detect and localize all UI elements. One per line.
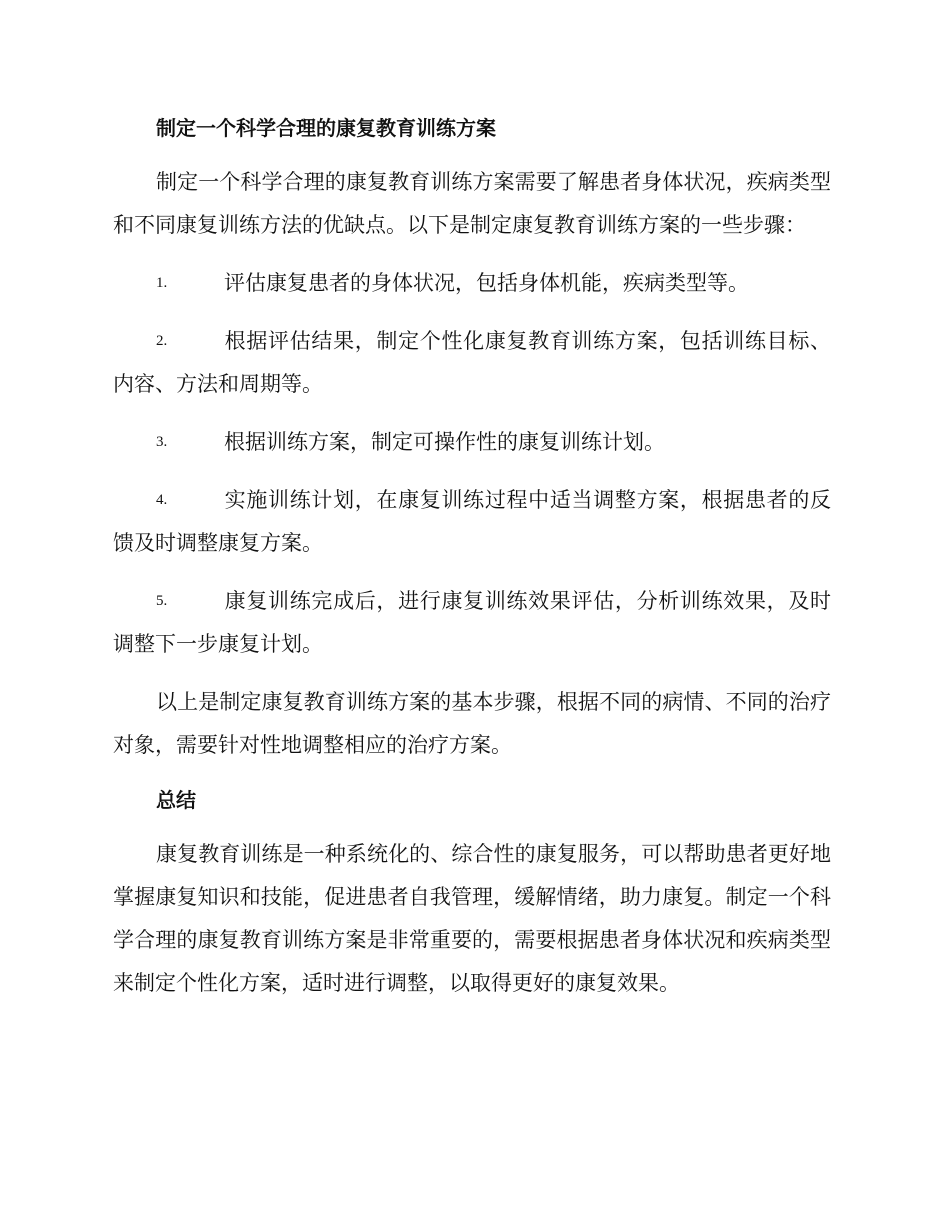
list-item <box>113 580 831 666</box>
list-item <box>113 479 831 565</box>
step-number: 4. <box>156 492 168 508</box>
step-number: 2. <box>156 333 168 349</box>
step-text: 实施训练计划，在康复训练过程中适当调整方案，根据患者的反馈及时调整康复方案。 <box>113 488 831 555</box>
summary-paragraph: 康复教育训练是一种系统化的、综合性的康复服务，可以帮助患者更好地掌握康复知识和技能，促进患者自我管理，缓解情绪，助力康复。制定一个科学合理的康复教育训练方案是非常重要的，需要根据患者身体状况和疾病类型来制定个性化方案，适时进行调整，以取得更好的康复效果。 <box>113 842 831 995</box>
intro-paragraph: 制定一个科学合理的康复教育训练方案需要了解患者身体状况，疾病类型和不同康复训练方法的优缺点。以下是制定康复教育训练方案的一些步骤： <box>113 170 831 237</box>
list-item <box>113 320 831 406</box>
document-title: 制定一个科学合理的康复教育训练方案 <box>156 116 496 140</box>
step-number: 3. <box>156 434 168 450</box>
step-text: 根据训练方案，制定可操作性的康复训练计划。 <box>224 430 665 454</box>
list-item <box>113 262 831 305</box>
step-text: 评估康复患者的身体状况，包括身体机能，疾病类型等。 <box>224 271 749 295</box>
step-text: 根据评估结果，制定个性化康复教育训练方案，包括训练目标、内容、方法和周期等。 <box>113 329 831 396</box>
summary-heading: 总结 <box>156 788 196 812</box>
step-number: 1. <box>156 275 168 291</box>
list-item <box>113 421 831 464</box>
closing-paragraph: 以上是制定康复教育训练方案的基本步骤，根据不同的病情、不同的治疗对象，需要针对性地调整相应的治疗方案。 <box>113 690 831 757</box>
document-body <box>113 110 831 1020</box>
steps-list <box>113 262 831 666</box>
step-text: 康复训练完成后，进行康复训练效果评估，分析训练效果，及时调整下一步康复计划。 <box>113 589 831 656</box>
step-number: 5. <box>156 593 168 609</box>
